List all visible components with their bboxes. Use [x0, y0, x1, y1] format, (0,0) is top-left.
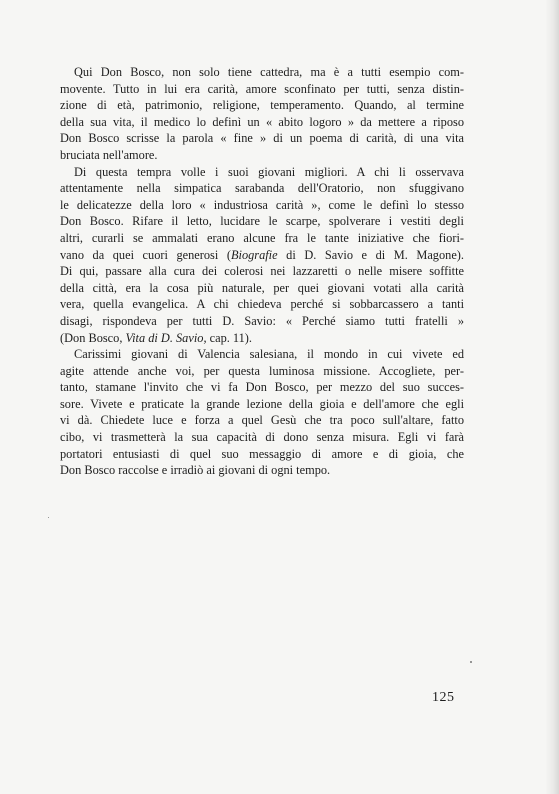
text-line: Carissimi giovani di Valencia salesiana, il mondo in cui vivete ed	[74, 347, 464, 362]
text-line: cibo, vi trasmetterà la sua capacità di dono senza misura. Egli vi farà	[60, 430, 464, 445]
paragraph-2	[60, 164, 464, 347]
text-line: vera, quella evangelica. A chi chiedeva perché si sobbarcassero a tanti	[60, 297, 464, 312]
text-line: attentamente nella simpatica sarabanda dell'Oratorio, non sfuggivano	[60, 181, 464, 196]
page-edge-shadow	[545, 0, 559, 794]
text-line: Di qui, passare alla cura dei colerosi nei lazzaretti o nelle misere soffitte	[60, 264, 464, 279]
text-line: movente. Tutto in lui era carità, amore sconfinato per tutti, senza distin-	[60, 81, 464, 96]
text-line: Don Bosco scrisse la parola « fine » di un poema di carità, di una vita	[60, 131, 464, 146]
text-line: disagi, rispondeva per tutti D. Savio: « Perché siamo tutti fratelli »	[60, 313, 464, 328]
text-line: della città, era la cosa più naturale, per quei giovani votati alla carità	[60, 280, 464, 295]
paragraph-3	[60, 346, 464, 479]
body-text	[60, 64, 464, 479]
text-line: Qui Don Bosco, non solo tiene cattedra, ma è a tutti esempio com-	[74, 65, 464, 79]
text-line: sore. Vivete e praticate la grande lezione della gioia e dell'amore che egli	[60, 396, 464, 411]
text-line: vano da quei cuori generosi (Biografie di D. Savio e di M. Magone).	[60, 247, 464, 262]
text-line: (Don Bosco, Vita di D. Savio, cap. 11).	[60, 330, 253, 345]
page-number: 125	[432, 690, 455, 705]
scan-speck	[48, 517, 49, 518]
text-line: agite attende anche voi, per questa luminosa missione. Accogliete, per-	[60, 363, 464, 378]
text-line: tanto, stamane l'invito che vi fa Don Bosco, per mezzo del suo succes-	[60, 380, 464, 395]
text-line: bruciata nell'amore.	[60, 147, 158, 162]
text-line: vi dà. Chiedete luce e forza a quel Gesù che tra poco sull'altare, fatto	[60, 413, 464, 428]
text-line: Don Bosco raccolse e irradiò ai giovani di ogni tempo.	[60, 463, 331, 478]
text-line: Don Bosco. Rifare il letto, lucidare le scarpe, spolverare i vestiti degli	[60, 214, 464, 229]
text-line: della sua vita, il medico lo definì un « abito logoro » da mettere a riposo	[60, 114, 464, 129]
text-line: portatori entusiasti di quel suo messaggio di amore e di gioia, che	[60, 446, 464, 461]
text-line: le delicatezze della loro « industriosa carità », come le definì lo stesso	[60, 197, 464, 212]
text-line: zione di età, patrimonio, religione, temperamento. Quando, al termine	[60, 98, 464, 113]
scan-speck	[470, 661, 472, 663]
text-line: altri, curarli se ammalati erano alcune fra le tante iniziative che fiori-	[60, 230, 464, 245]
text-line: Di questa tempra volle i suoi giovani migliori. A chi li osservava	[74, 164, 464, 179]
paragraph-1	[60, 64, 464, 164]
